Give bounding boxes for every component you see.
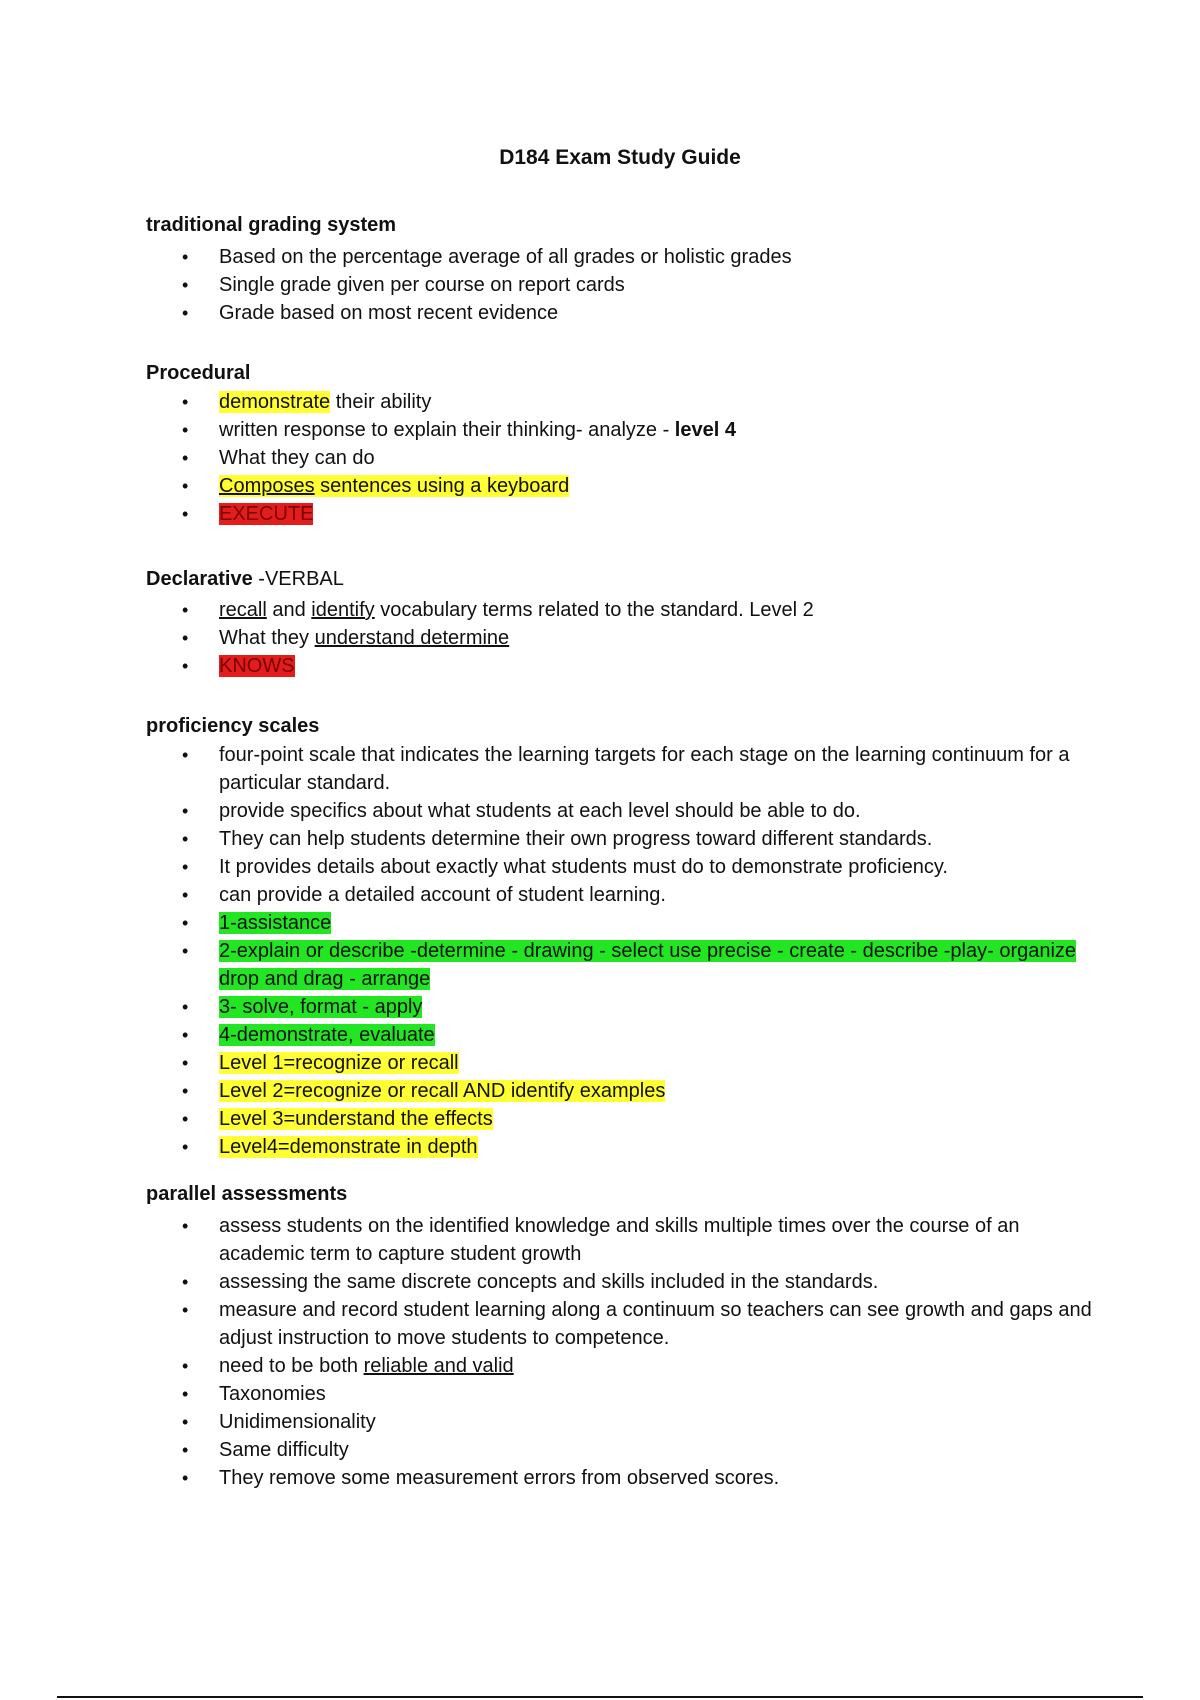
list-declarative [0, 596, 1099, 680]
highlight-yellow: Level 2=recognize or recall AND identify examples [219, 1080, 666, 1102]
highlight-yellow: Level4=demonstrate in depth [219, 1136, 478, 1158]
list-item [0, 1049, 1099, 1077]
list-item: • can provide a detailed account of student learning. [0, 881, 1099, 909]
list-procedural [0, 388, 1099, 528]
list-proficiency-scales [0, 741, 1099, 1161]
list-parallel-assessments [0, 1212, 1099, 1492]
list-item [0, 1077, 1099, 1105]
list-item: • measure and record student learning along a continuum so teachers can see growth and gaps and adjust instruction to move students to competence. [0, 1296, 1099, 1352]
heading-parallel-assessments: parallel assessments [146, 1183, 348, 1205]
highlight-yellow: demonstrate [219, 391, 331, 413]
bottom-divider [57, 1696, 1143, 1698]
list-item: • assessing the same discrete concepts and skills included in the standards. [0, 1268, 1099, 1296]
list-item: • Based on the percentage average of all grades or holistic grades [0, 243, 1099, 271]
list-item [0, 909, 1099, 937]
list-item: • What they can do [0, 444, 1099, 472]
list-item: • Unidimensionality [0, 1408, 1099, 1436]
list-traditional-grading [0, 243, 1099, 327]
highlight-yellow: Level 3=understand the effects [219, 1108, 493, 1130]
heading-procedural: Procedural [146, 362, 251, 384]
list-item: • Taxonomies [0, 1380, 1099, 1408]
list-item: • assess students on the identified knowledge and skills multiple times over the course of an academic term to capture student growth [0, 1212, 1099, 1268]
list-item: • recall and identify vocabulary terms related to the standard. Level 2 [0, 596, 1099, 624]
list-item: • They remove some measurement errors from observed scores. [0, 1464, 1099, 1492]
list-item [0, 1133, 1099, 1161]
list-item [0, 937, 1099, 993]
list-item [0, 500, 1099, 528]
page-title: D184 Exam Study Guide [499, 146, 741, 169]
heading-proficiency-scales: proficiency scales [146, 715, 320, 737]
highlight-green: 3- solve, format - apply [219, 996, 423, 1018]
list-item: • Same difficulty [0, 1436, 1099, 1464]
list-item [0, 1021, 1099, 1049]
list-item [0, 1105, 1099, 1133]
highlight-red: EXECUTE [219, 503, 314, 525]
list-item: • It provides details about exactly what students must do to demonstrate proficiency. [0, 853, 1099, 881]
highlight-green: 2-explain or describe -determine - drawing - select use precise - create - describe -play- organize drop and drag - arrange [219, 940, 1077, 990]
list-item [0, 652, 1099, 680]
highlight-yellow: Level 1=recognize or recall [219, 1052, 459, 1074]
list-item: • four-point scale that indicates the learning targets for each stage on the learning continuum for a particular standard. [0, 741, 1099, 797]
list-item: • provide specifics about what students at each level should be able to do. [0, 797, 1099, 825]
list-item: • What they understand determine [0, 624, 1099, 652]
list-item [0, 472, 1099, 500]
heading-traditional-grading: traditional grading system [146, 214, 397, 236]
list-item: • They can help students determine their own progress toward different standards. [0, 825, 1099, 853]
list-item: • written response to explain their thinking- analyze - level 4 [0, 416, 1099, 444]
highlight-green: 1-assistance [219, 912, 332, 934]
list-item: • Single grade given per course on report cards [0, 271, 1099, 299]
list-item: • need to be both reliable and valid [0, 1352, 1099, 1380]
highlight-green: 4-demonstrate, evaluate [219, 1024, 435, 1046]
heading-declarative: Declarative -VERBAL [146, 568, 344, 590]
list-item: • Grade based on most recent evidence [0, 299, 1099, 327]
list-item [0, 993, 1099, 1021]
list-item: • demonstrate their ability [0, 388, 1099, 416]
highlight-red: KNOWS [219, 655, 295, 677]
highlight-yellow: Composes sentences using a keyboard [219, 475, 570, 497]
